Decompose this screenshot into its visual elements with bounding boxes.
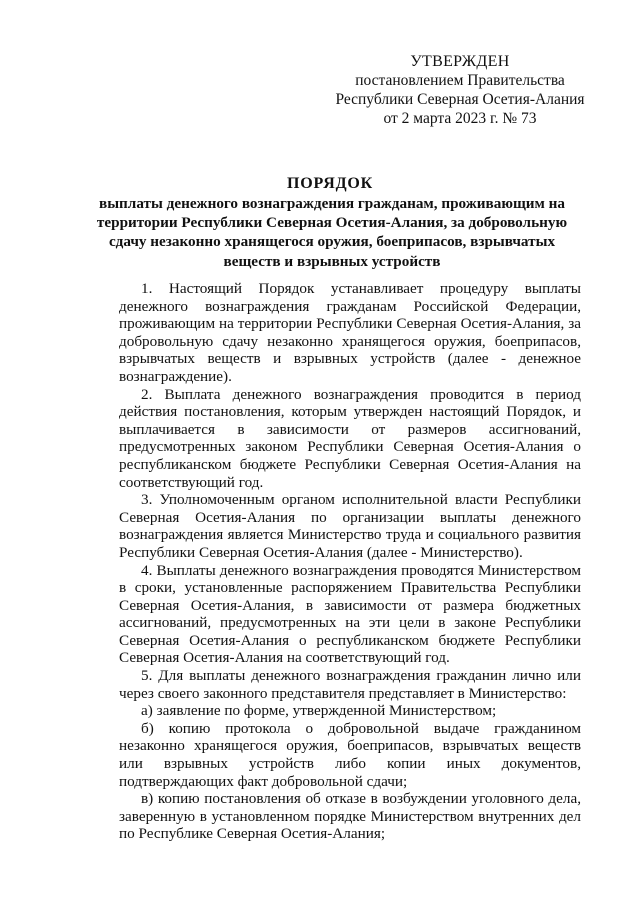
list-item-c: в) копию постановления об отказе в возбуждении уголовного дела, заверенную в установленном порядке Министерством внутренних дел по Республике Северная Осетия-Алания; [119, 790, 581, 843]
list-item-b: б) копию протокола о добровольной выдаче гражданином незаконно хранящегося оружия, боеприпасов, взрывчатых веществ или взрывных устройств либо копии иных документов, подтверждающих факт добровольной сдачи; [119, 719, 581, 790]
approval-line-2: Республики Северная Осетия-Алания [335, 91, 585, 108]
paragraph-2: 2. Выплата денежного вознаграждения проводится в период действия постановления, которым утвержден настоящий Порядок, и выплачивается в зависимости от размеров ассигнований, предусмотренных законом Республики Северная Осетия-Алания о республиканском бюджете Республики Северная Осетия-Алания на соответствующий год. [119, 385, 581, 491]
paragraph-3: 3. Уполномоченным органом исполнительной власти Республики Северная Осетия-Алания по организации выплаты денежного вознаграждения является Министерство труда и социального развития Республики Северная Осетия-Алания (далее - Министерство). [119, 491, 581, 561]
paragraph-1: 1. Настоящий Порядок устанавливает процедуру выплаты денежного вознаграждения гражданам Российской Федерации, проживающим на территории Республики Северная Осетия-Алания, за добровольную сдачу незаконно хранящегося оружия, боеприпасов, взрывчатых веществ и взрывных устройств (далее - денежное вознаграждение). [119, 280, 581, 385]
approval-stamp-block [330, 52, 590, 128]
document-title: ПОРЯДОК [286, 175, 374, 192]
document-subtitle: выплаты денежного вознаграждения гражданам, проживающим на территории Республики Северная Осетия-Алания, за добровольную сдачу незаконно хранящегося оружия, боеприпасов, взрывчатых веществ и взрывных устройств [96, 195, 568, 270]
approval-line-1: постановлением Правительства [355, 72, 565, 89]
approval-line-3: от 2 марта 2023 г. № 73 [383, 110, 537, 127]
approval-title: УТВЕРЖДЕН [410, 53, 510, 70]
list-item-a: а) заявление по форме, утвержденной Министерством; [141, 702, 497, 720]
paragraph-5: 5. Для выплаты денежного вознаграждения гражданин лично или через своего законного представителя представляет в Министерство: [119, 667, 581, 702]
document-body [119, 280, 581, 843]
paragraph-4: 4. Выплаты денежного вознаграждения проводятся Министерством в сроки, установленные распоряжением Правительства Республики Северная Осетия-Алания, в зависимости от размера бюджетных ассигнований, предусмотренных на эти цели в законе Республики Северная Осетия-Алания о республиканском бюджете Республики Северная Осетия-Алания на соответствующий год. [119, 561, 581, 667]
